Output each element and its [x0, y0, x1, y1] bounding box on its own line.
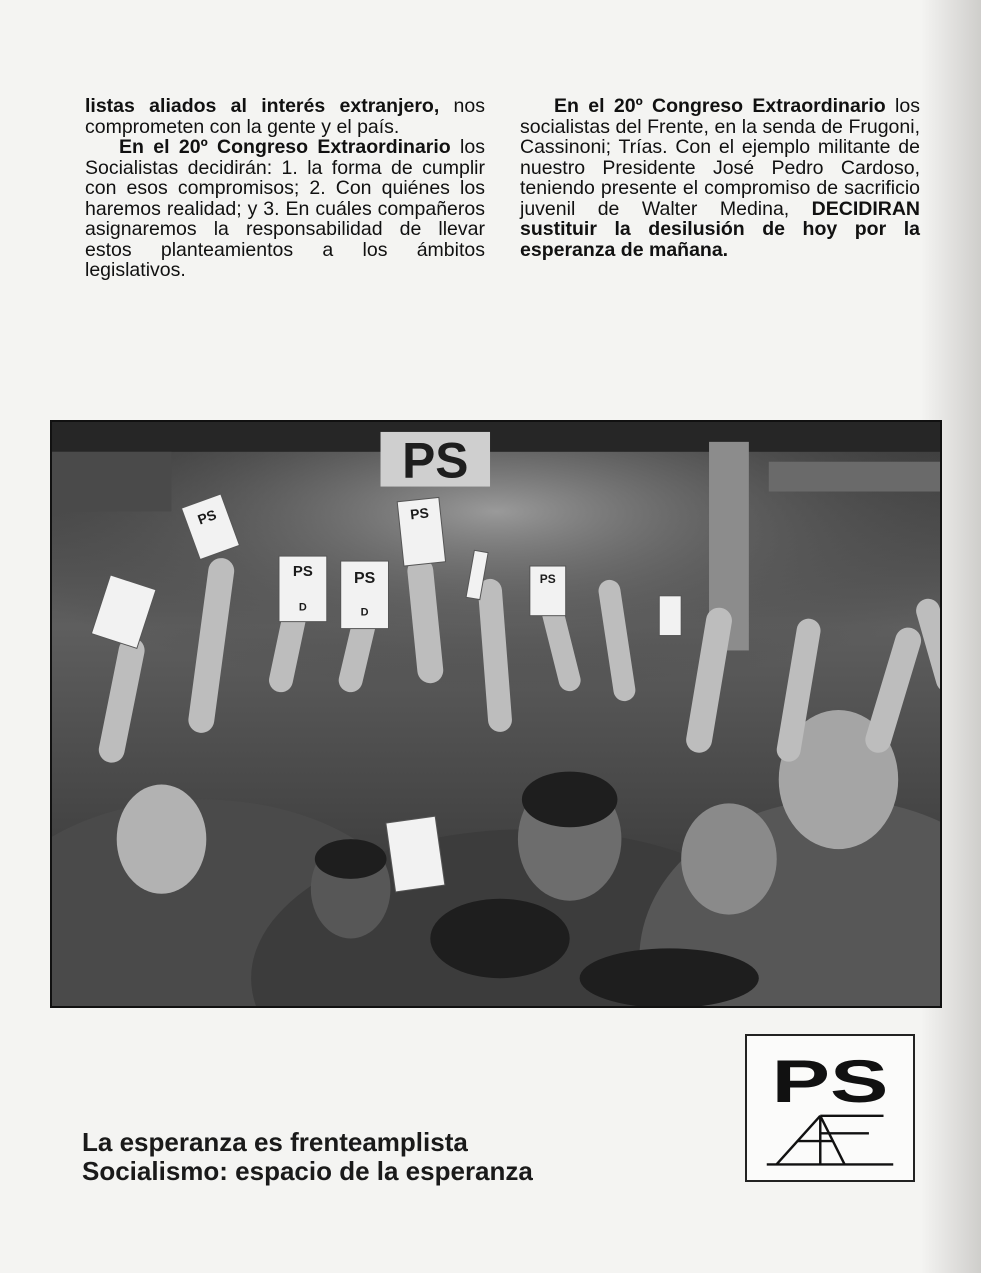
slogan [82, 1128, 533, 1186]
card-d-text-1: D [298, 601, 307, 614]
ps-fa-emblem [747, 1036, 913, 1180]
congress-photo [50, 420, 942, 1008]
logo-ps-text: PS [771, 1047, 889, 1116]
left-paragraph-1-bold: listas aliados al interés extranjero, [85, 95, 440, 117]
card-ps-text-4: PS [409, 504, 430, 523]
right-paragraph-1-bold-end: DECIDIRAN sustituir la desilusión de hoy por la esperanza de mañana. [520, 197, 920, 261]
right-paragraph-1-text: los socialistas del Frente, en la senda de Frugoni, Cassinoni; Trías. Con el ejemplo militante de nuestro Presidente José Pedro Cardoso, teniendo presente el compromiso de sacrificio juvenil de Walter Medina, [520, 95, 920, 220]
card-ps-text-1: PS [195, 506, 219, 528]
left-paragraph-2 [85, 137, 485, 281]
congress-photo-illustration [52, 422, 940, 1006]
right-text-column [520, 96, 920, 260]
ps-fa-logo [745, 1034, 915, 1182]
right-paragraph-1-bold: En el 20º Congreso Extraordinario [554, 95, 886, 117]
left-text-column [85, 96, 485, 281]
card-ps-text-5: PS [539, 571, 556, 586]
slogan-line-1: La esperanza es frenteamplista [82, 1127, 468, 1157]
slogan-line-2: Socialismo: espacio de la esperanza [82, 1156, 533, 1186]
left-paragraph-1 [85, 96, 485, 137]
card-d-text-2: D [360, 606, 369, 619]
right-paragraph-1 [520, 96, 920, 260]
banner-ps-text: PS [402, 432, 469, 489]
left-paragraph-2-text: los Socialistas decidirán: 1. la forma de cumplir con esos compromisos; 2. Con quiénes los haremos realidad; y 3. En cuáles compañeros asignaremos la responsabilidad de llevar estos planteamientos a los ámbitos legislativos. [85, 136, 485, 281]
card-ps-text-3: PS [353, 569, 376, 587]
left-paragraph-2-bold: En el 20º Congreso Extraordinario [119, 136, 451, 158]
card-ps-text-2: PS [292, 563, 313, 580]
left-paragraph-1-text: nos comprometen con la gente y el país. [85, 95, 485, 138]
